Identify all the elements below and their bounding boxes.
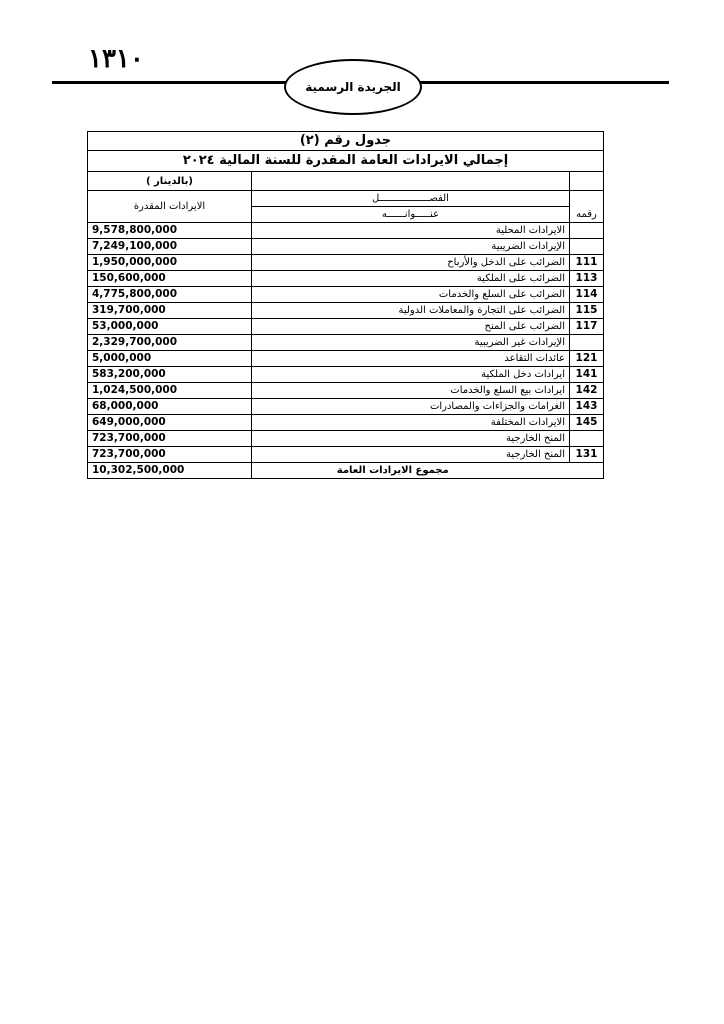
amount-cell: 9,578,800,000 — [88, 223, 252, 239]
table-row — [88, 335, 604, 351]
code-cell — [570, 223, 604, 239]
title-cell: عائدات التقاعد — [252, 351, 570, 367]
amount-cell: 53,000,000 — [88, 319, 252, 335]
code-cell: 142 — [570, 383, 604, 399]
amount-cell: 68,000,000 — [88, 399, 252, 415]
table-row — [88, 271, 604, 287]
title-cell: الغرامات والجزاءات والمصادرات — [252, 399, 570, 415]
code-cell: 145 — [570, 415, 604, 431]
code-cell: 143 — [570, 399, 604, 415]
table-title: جدول رقم (٢) — [88, 132, 604, 151]
column-header-row — [88, 191, 604, 207]
code-cell: 121 — [570, 351, 604, 367]
table-row — [88, 287, 604, 303]
table-row — [88, 255, 604, 271]
table-title-row — [88, 132, 604, 151]
title-cell: ايرادات بيع السلع والخدمات — [252, 383, 570, 399]
amount-cell: 723,700,000 — [88, 431, 252, 447]
code-cell: 115 — [570, 303, 604, 319]
blank-cell — [570, 172, 604, 191]
unit-label: (بالدينار ) — [88, 172, 252, 191]
code-cell — [570, 431, 604, 447]
gazette-name-oval: الجريدة الرسمية — [284, 59, 422, 115]
title-cell: الضرائب على الدخل والأرباح — [252, 255, 570, 271]
title-cell: الضرائب على السلع والخدمات — [252, 287, 570, 303]
code-cell — [570, 335, 604, 351]
estimated-revenue-header: الايرادات المقدرة — [88, 191, 252, 223]
table-row — [88, 351, 604, 367]
table-row — [88, 319, 604, 335]
total-label: مجموع الايرادات العامة — [252, 463, 570, 479]
amount-cell: 2,329,700,000 — [88, 335, 252, 351]
blank-cell — [252, 172, 570, 191]
title-cell: الضرائب على التجارة والمعاملات الدولية — [252, 303, 570, 319]
table-row — [88, 399, 604, 415]
revenue-table — [87, 131, 604, 479]
title-cell: الإيرادات الضريبية — [252, 239, 570, 255]
total-amount: 10,302,500,000 — [88, 463, 252, 479]
title-cell: الإيرادات غير الضريبية — [252, 335, 570, 351]
amount-cell: 319,700,000 — [88, 303, 252, 319]
amount-cell: 723,700,000 — [88, 447, 252, 463]
table-row — [88, 223, 604, 239]
table-subtitle-row — [88, 151, 604, 172]
blank-cell — [570, 463, 604, 479]
amount-cell: 1,950,000,000 — [88, 255, 252, 271]
code-cell — [570, 239, 604, 255]
title-header: عنـــــوانــــــه — [252, 207, 570, 223]
table-row — [88, 239, 604, 255]
code-cell: 117 — [570, 319, 604, 335]
amount-cell: 1,024,500,000 — [88, 383, 252, 399]
amount-cell: 583,200,000 — [88, 367, 252, 383]
title-cell: المنح الخارجية — [252, 447, 570, 463]
table-row — [88, 367, 604, 383]
amount-cell: 5,000,000 — [88, 351, 252, 367]
amount-cell: 649,000,000 — [88, 415, 252, 431]
code-cell: 114 — [570, 287, 604, 303]
unit-row — [88, 172, 604, 191]
table-row — [88, 447, 604, 463]
title-cell: المنح الخارجية — [252, 431, 570, 447]
code-cell: 111 — [570, 255, 604, 271]
table-row — [88, 383, 604, 399]
amount-cell: 7,249,100,000 — [88, 239, 252, 255]
table-row — [88, 415, 604, 431]
code-cell: 141 — [570, 367, 604, 383]
title-cell: الايرادات المختلفة — [252, 415, 570, 431]
table-row — [88, 303, 604, 319]
title-cell: الايرادات المحلية — [252, 223, 570, 239]
amount-cell: 150,600,000 — [88, 271, 252, 287]
number-header: رقمه — [570, 191, 604, 223]
total-row — [88, 463, 604, 479]
table-row — [88, 431, 604, 447]
code-cell: 113 — [570, 271, 604, 287]
amount-cell: 4,775,800,000 — [88, 287, 252, 303]
page-number: ١٣١٠ — [88, 44, 144, 74]
chapter-header: الفصـــــــــــــــــل — [252, 191, 570, 207]
code-cell: 131 — [570, 447, 604, 463]
title-cell: ايرادات دخل الملكية — [252, 367, 570, 383]
table-subtitle: إجمالي الايرادات العامة المقدرة للسنة المالية ٢٠٢٤ — [88, 151, 604, 172]
title-cell: الضرائب على الملكية — [252, 271, 570, 287]
title-cell: الضرائب على المنح — [252, 319, 570, 335]
